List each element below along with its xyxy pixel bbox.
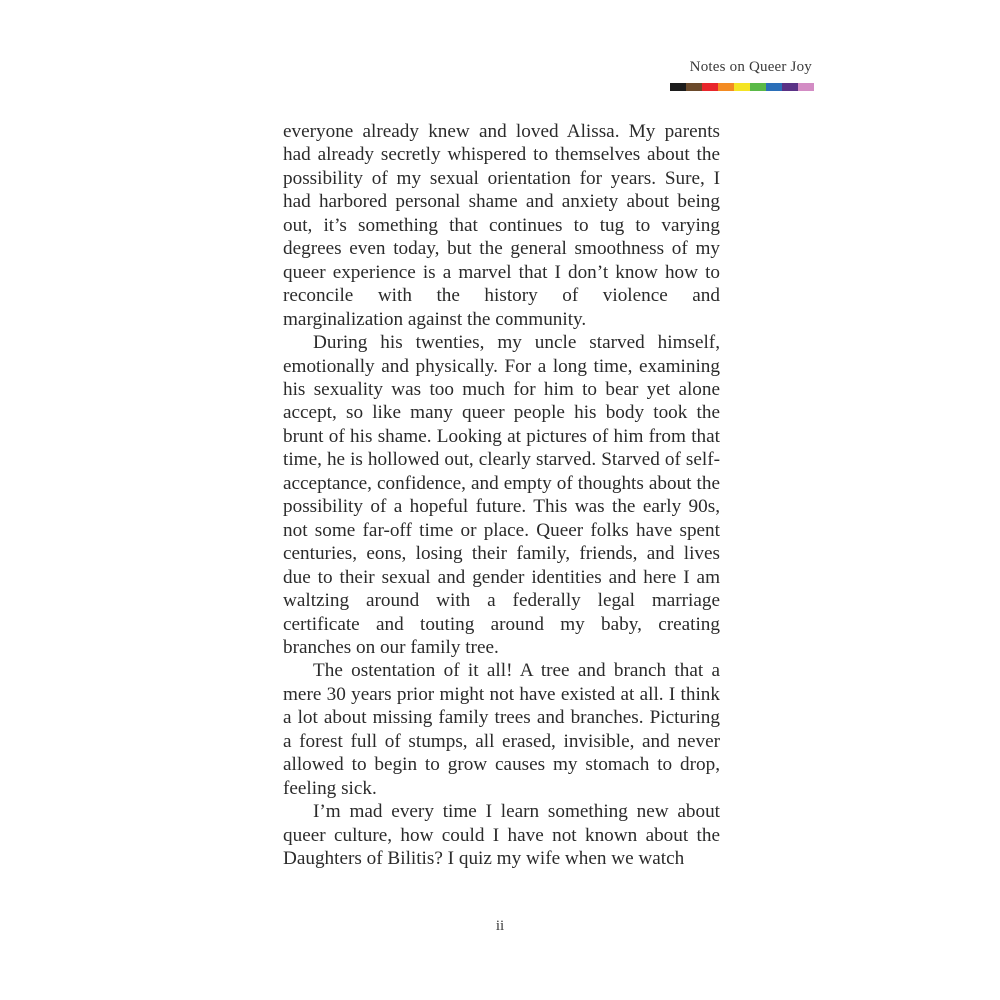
stripe-swatch-pink	[798, 83, 814, 91]
running-title: Notes on Queer Joy	[689, 59, 812, 75]
stripe-swatch-brown	[686, 83, 702, 91]
paragraph-1: everyone already knew and loved Alissa. My parents had already secretly whispered to themselves about the possibility of my sexual orientation for years. Sure, I had harbored personal shame and anxiety about being out, it’s something that continues to tug to varying degrees even today, but the general smoothness of my queer experience is a marvel that I don’t know how to reconcile with the history of violence and marginalization against the community.	[283, 121, 720, 330]
pride-color-stripe	[670, 83, 814, 91]
stripe-swatch-yellow	[734, 83, 750, 91]
stripe-swatch-green	[750, 83, 766, 91]
paragraph-2: During his twenties, my uncle starved himself, emotionally and physically. For a long time, examining his sexuality was too much for him to bear yet alone accept, so like many queer people his body took the brunt of his shame. Looking at pictures of him from that time, he is hollowed out, clearly starved. Starved of self-acceptance, confidence, and empty of thoughts about the possibility of a hopeful future. This was the early 90s, not some far-off time or place. Queer folks have spent centuries, eons, losing their family, friends, and lives due to their sexual and gender identities and here I am waltzing around with a federally legal marriage certificate and touting around my baby, creating branches on our family tree.	[283, 332, 720, 658]
page-number: ii	[495, 918, 505, 934]
stripe-swatch-red	[702, 83, 718, 91]
body-text	[283, 120, 720, 871]
stripe-swatch-orange	[718, 83, 734, 91]
paragraph-3: The ostentation of it all! A tree and branch that a mere 30 years prior might not have existed at all. I think a lot about missing family trees and branches. Picturing a forest full of stumps, all erased, invisible, and never allowed to begin to grow causes my stomach to drop, feeling sick.	[283, 660, 720, 799]
stripe-swatch-blue	[766, 83, 782, 91]
stripe-swatch-black	[670, 83, 686, 91]
running-header	[512, 57, 812, 77]
stripe-swatch-purple	[782, 83, 798, 91]
paragraph-4: I’m mad every time I learn something new about queer culture, how could I have not known about the Daughters of Bilitis? I quiz my wife when we watch	[283, 801, 720, 870]
